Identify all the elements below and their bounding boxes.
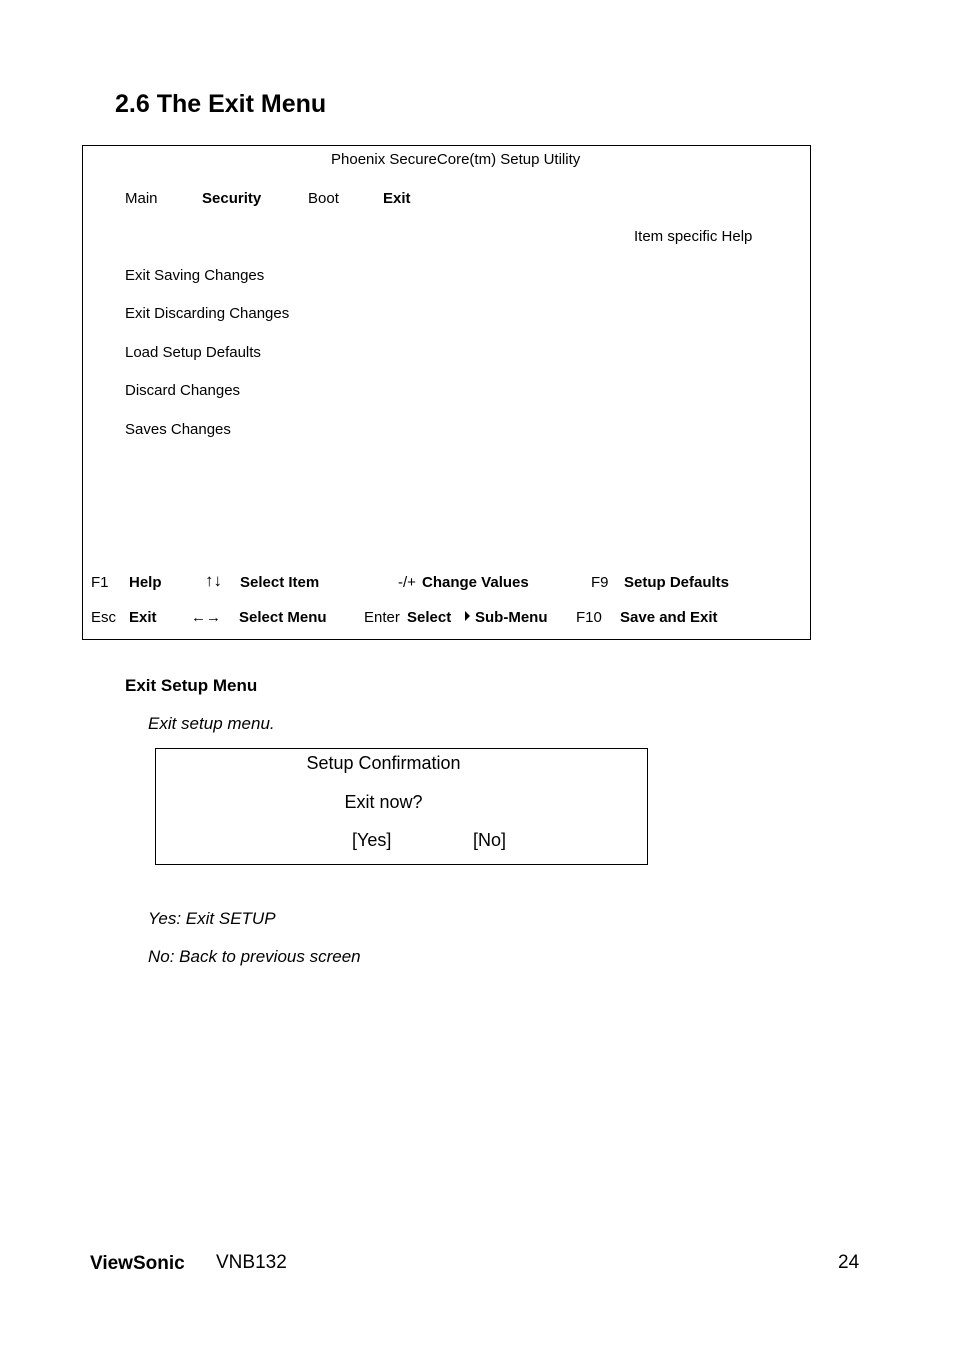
note-yes: Yes: Exit SETUP [148,909,276,928]
legend-key-esc: Esc [91,609,117,626]
legend-label-help: Help [129,574,162,591]
left-right-arrows-icon: ←→ [191,609,221,626]
menu-item-exit-discarding[interactable]: Exit Discarding Changes [125,305,290,322]
tab-main[interactable]: Main [125,190,158,207]
dialog-title: Setup Confirmation [306,753,461,773]
help-header: Item specific Help [634,228,753,245]
menu-item-discard-changes[interactable]: Discard Changes [125,382,241,399]
legend-label-select: Select [407,609,452,626]
menu-item-load-defaults[interactable]: Load Setup Defaults [125,344,261,361]
legend-label-select-item: Select Item [240,574,320,591]
tab-exit[interactable]: Exit [383,190,411,207]
yes-button[interactable]: [Yes] [352,830,392,850]
page-title: 2.6 The Exit Menu [115,90,327,118]
up-down-arrows-icon: ↑↓ [205,571,222,590]
footer-model: VNB132 [216,1252,287,1273]
legend-key-f10: F10 [576,609,602,626]
triangle-right-icon [465,611,470,621]
section-heading: Exit Setup Menu [125,676,258,695]
footer-brand: ViewSonic [90,1253,185,1274]
no-button[interactable]: [No] [473,830,507,850]
legend-label-setup-defaults: Setup Defaults [624,574,730,591]
legend-label-change-values: Change Values [422,574,529,591]
legend-label-select-menu: Select Menu [239,609,327,626]
legend-key-plus-minus: -/+ [398,574,416,591]
page-number: 24 [838,1252,860,1273]
menu-item-exit-saving[interactable]: Exit Saving Changes [125,267,265,284]
tab-boot[interactable]: Boot [308,190,339,207]
legend-label-exit: Exit [129,609,157,626]
section-description: Exit setup menu. [148,714,275,733]
menu-item-save-changes[interactable]: Saves Changes [125,421,231,438]
legend-key-enter: Enter [364,609,400,626]
bios-title: Phoenix SecureCore(tm) Setup Utility [331,151,581,168]
legend-label-sub-menu: Sub-Menu [475,609,548,626]
bios-screen [82,145,811,640]
legend-key-f1: F1 [91,574,109,591]
legend-key-f9: F9 [591,574,609,591]
note-no: No: Back to previous screen [148,947,361,966]
legend-label-save-exit: Save and Exit [620,609,718,626]
dialog-question: Exit now? [344,792,423,812]
tab-security[interactable]: Security [202,190,262,207]
confirmation-dialog [155,748,648,865]
